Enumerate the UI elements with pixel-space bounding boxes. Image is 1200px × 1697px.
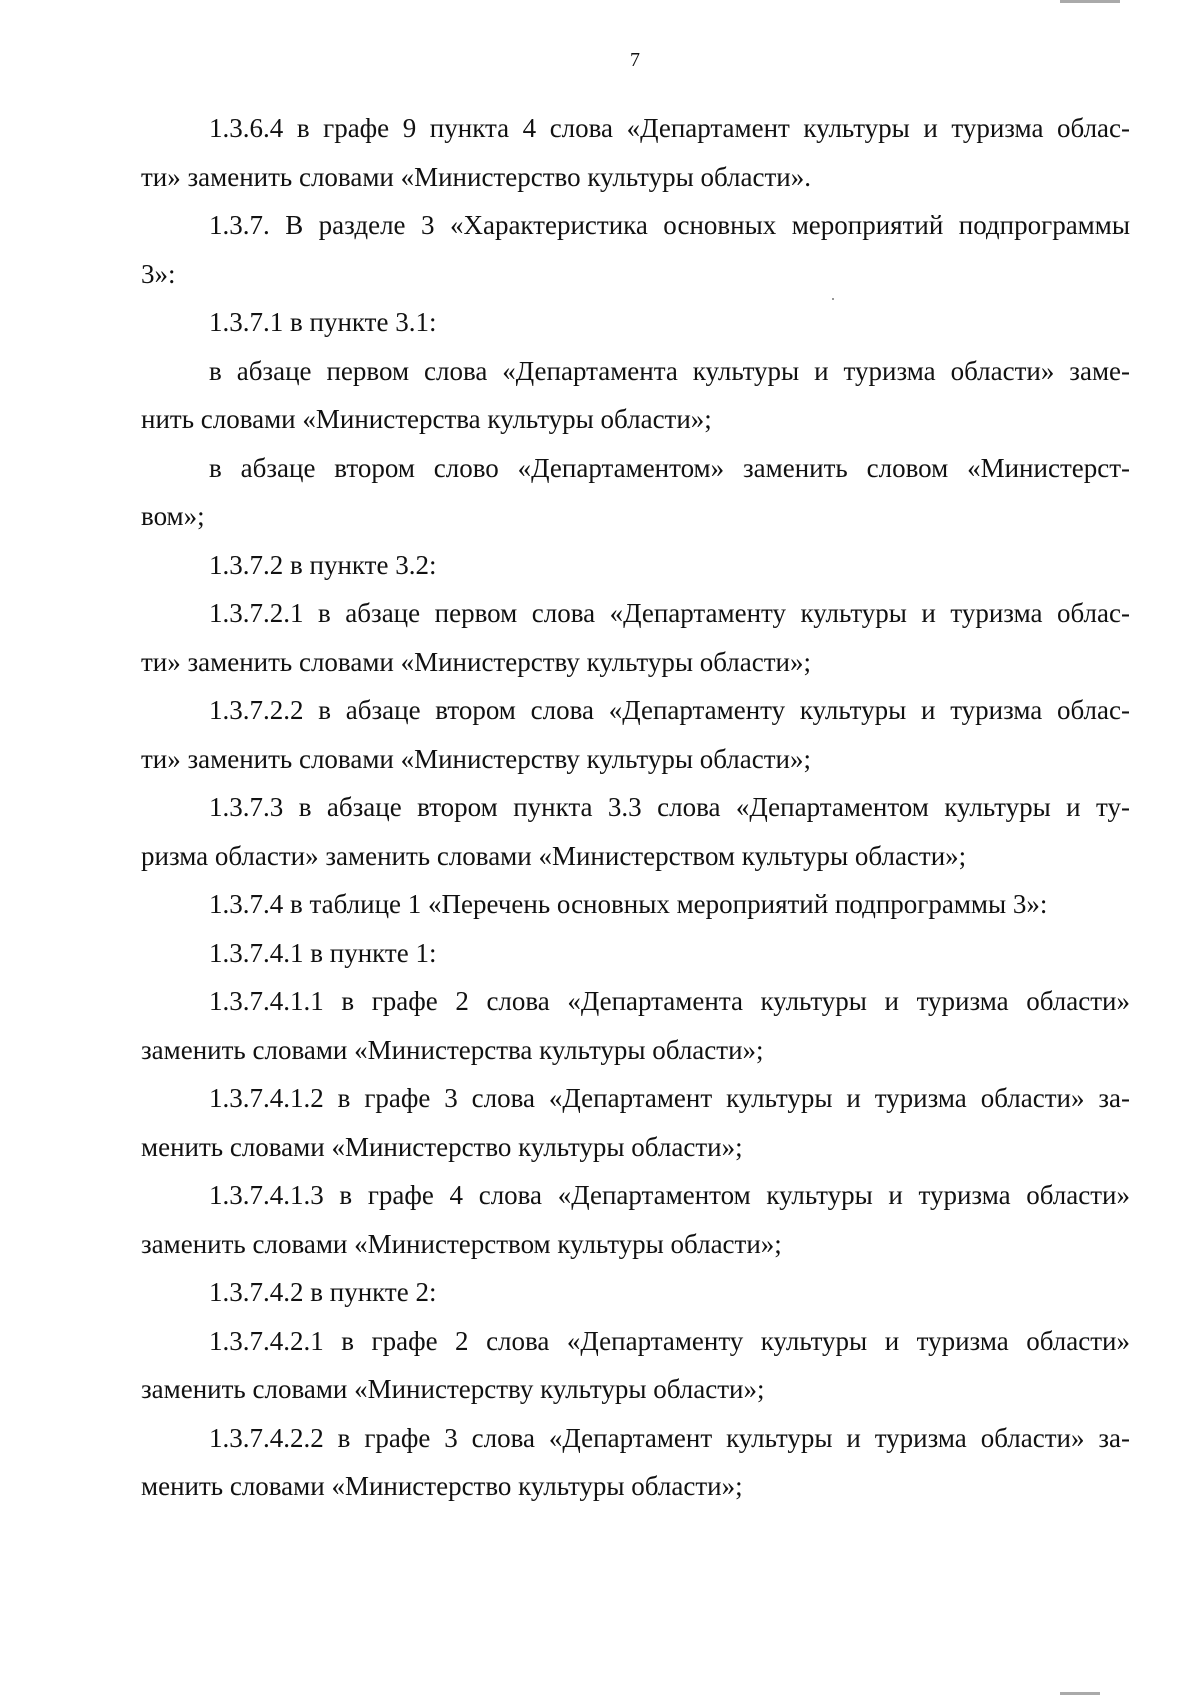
paragraph-line: ти» заменить словами «Министерство культуры области». [141,161,811,192]
paragraph-line: 1.3.7.4.1.2 в графе 3 слова «Департамент культуры и туризма области» за- [209,1083,1130,1113]
paragraph-line: 1.3.7.4.2.2 в графе 3 слова «Департамент культуры и туризма области» за- [209,1422,1130,1453]
paragraph-p8 [141,686,1130,783]
paragraph-line: ти» заменить словами «Министерству культуры области»; [141,743,811,774]
paragraph-line: 1.3.7.4 в таблице 1 «Перечень основных мероприятий подпрограммы 3»: [209,889,1048,919]
paragraph-line: вом»; [141,501,205,531]
paragraph-p5 [141,444,1130,541]
paragraph-line: 1.3.7.4.1.1 в графе 2 слова «Департамента культуры и туризма области» [209,986,1130,1016]
paragraph-p2 [141,201,1130,298]
paragraph-p11 [141,929,1130,978]
paragraph-line: заменить словами «Министерством культуры области»; [141,1228,782,1259]
scan-artifact-dot [832,298,834,300]
paragraph-line: менить словами «Министерство культуры области»; [141,1131,743,1162]
paragraph-p9 [141,783,1130,880]
paragraph-line: в абзаце первом слова «Департамента культуры и туризма области» заме- [209,355,1130,386]
paragraph-line: заменить словами «Министерства культуры области»; [141,1034,764,1065]
paragraph-line: 1.3.7.3 в абзаце втором пункта 3.3 слова «Департаментом культуры и ту- [209,792,1130,822]
paragraph-line: 1.3.7.4.2 в пункте 2: [209,1277,437,1307]
paragraph-p10 [141,880,1130,929]
paragraph-line: ти» заменить словами «Министерству культуры области»; [141,646,811,677]
paragraph-line: 1.3.6.4 в графе 9 пункта 4 слова «Департамент культуры и туризма облас- [209,113,1130,143]
paragraph-line: заменить словами «Министерству культуры области»; [141,1374,765,1404]
paragraph-p15 [141,1268,1130,1317]
paragraph-line: 3»: [141,258,176,289]
scan-artifact-bottom [1060,1692,1100,1695]
paragraph-line: в абзаце втором слово «Департаментом» заменить словом «Министерст- [209,452,1130,483]
paragraph-p13 [141,1074,1130,1171]
paragraph-line: 1.3.7.4.1.3 в графе 4 слова «Департаментом культуры и туризма области» [209,1180,1130,1210]
paragraph-line: менить словами «Министерство культуры области»; [141,1471,743,1501]
paragraph-line: 1.3.7.1 в пункте 3.1: [209,307,437,337]
paragraph-line: 1.3.7.2.2 в абзаце втором слова «Департаменту культуры и туризма облас- [209,695,1130,725]
paragraph-line: нить словами «Министерства культуры области»; [141,404,712,434]
paragraph-p7 [141,589,1130,686]
paragraph-p1 [141,104,1130,201]
paragraph-p3 [141,298,1130,347]
paragraph-line: 1.3.7.4.2.1 в графе 2 слова «Департаменту культуры и туризма области» [209,1325,1130,1356]
paragraph-line: ризма области» заменить словами «Министерством культуры области»; [141,840,967,871]
page-number: 7 [630,49,640,71]
paragraph-p4 [141,347,1130,444]
paragraph-line: 1.3.7.2.1 в абзаце первом слова «Департаменту культуры и туризма облас- [209,598,1130,628]
scan-artifact-top [1060,0,1120,3]
document-body [141,104,1130,1511]
paragraph-p6 [141,541,1130,590]
paragraph-line: 1.3.7. В разделе 3 «Характеристика основных мероприятий подпрограммы [209,210,1130,240]
paragraph-line: 1.3.7.2 в пункте 3.2: [209,549,437,580]
paragraph-p14 [141,1171,1130,1268]
paragraph-p16 [141,1317,1130,1414]
paragraph-p12 [141,977,1130,1074]
paragraph-p17 [141,1414,1130,1511]
paragraph-line: 1.3.7.4.1 в пункте 1: [209,937,437,968]
